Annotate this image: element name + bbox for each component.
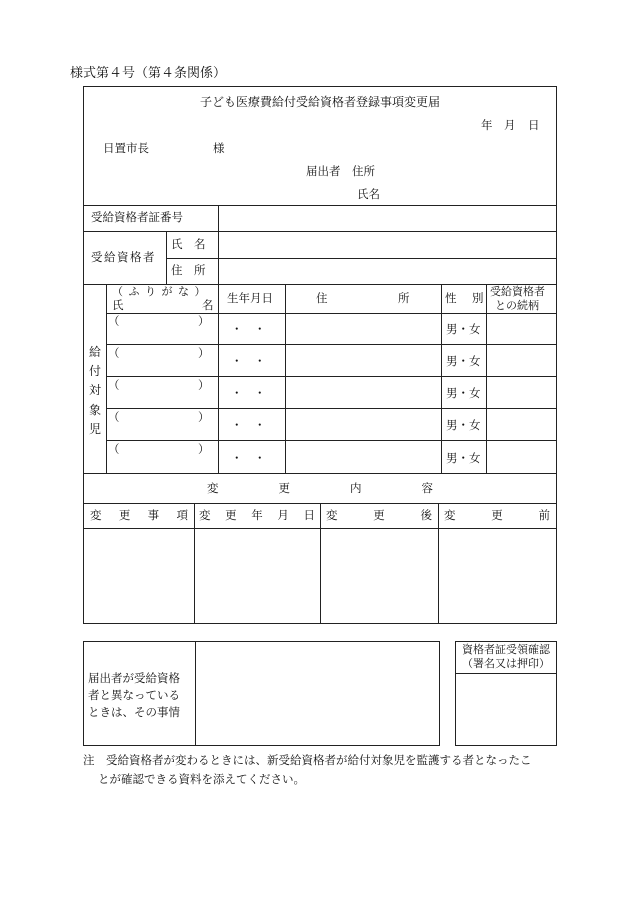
sex-header-1: 性 (445, 291, 457, 305)
shi-header: 氏 (112, 298, 124, 312)
change-date-header: 変 更 年 月 日 (199, 508, 315, 522)
side-char: 象 (88, 402, 101, 417)
change-date-field[interactable] (195, 529, 319, 623)
paren-open: （ (108, 314, 120, 328)
recipient-label: 受給資格者 (91, 250, 156, 264)
birth-header: 生年月日 (227, 291, 273, 305)
reason-line: 者と異なっている (88, 688, 180, 702)
furigana-header: （ ふ り が な ） (112, 285, 207, 298)
side-char: 給 (88, 345, 101, 359)
receipt-subtitle: （署名又は押印） (462, 657, 550, 670)
mei-header: 名 (202, 298, 214, 312)
change-before-header: 変 更 前 (444, 508, 550, 522)
paren-close: ） (198, 410, 210, 424)
change-item-header: 変 更 事 項 (90, 508, 188, 522)
address-header-2: 所 (398, 291, 410, 305)
date-month: 月 (504, 118, 516, 132)
receipt-signature-field[interactable] (456, 674, 556, 745)
sex-choice[interactable]: 男・女 (446, 386, 481, 400)
applicant-address-label: 住所 (352, 164, 375, 178)
applicant-name-label: 氏名 (357, 187, 380, 201)
sex-choice[interactable]: 男・女 (446, 418, 481, 432)
changes-title: 変 更 内 容 (207, 481, 433, 495)
receipt-title: 資格者証受領確認 (462, 643, 550, 656)
relation-header-1: 受給資格者 (490, 285, 545, 298)
form-number: 様式第４号（第４条関係） (70, 66, 227, 81)
paren-close: ） (198, 314, 210, 328)
sex-header-2: 別 (472, 291, 484, 305)
recipient-name-field[interactable] (219, 232, 556, 257)
birth-dots: ・ ・ (231, 322, 266, 336)
recipient-address-field[interactable] (219, 259, 556, 283)
birth-dots: ・ ・ (231, 418, 266, 432)
children-side-label (88, 343, 102, 439)
relation-header-2: との続柄 (495, 299, 539, 312)
cert-number-field[interactable] (219, 206, 556, 230)
reason-line: 届出者が受給資格 (88, 671, 180, 685)
change-after-header: 変 更 後 (326, 508, 432, 522)
paren-open: （ (108, 378, 120, 392)
paren-close: ） (198, 442, 210, 456)
form-title: 子ども医療費給付受給資格者登録事項変更届 (199, 95, 440, 109)
paren-open: （ (108, 346, 120, 360)
side-char: 付 (88, 364, 101, 379)
applicant-label: 届出者 (306, 164, 341, 178)
reason-field[interactable] (197, 642, 439, 745)
sex-choice[interactable]: 男・女 (446, 354, 481, 368)
paren-open: （ (108, 410, 120, 424)
birth-dots: ・ ・ (231, 451, 266, 465)
reason-label (88, 670, 180, 721)
birth-dots: ・ ・ (231, 354, 266, 368)
sex-choice[interactable]: 男・女 (446, 451, 481, 465)
address-header-1: 住 (316, 291, 328, 305)
paren-close: ） (198, 346, 210, 360)
cert-number-label: 受給資格者証番号 (91, 210, 183, 224)
side-char: 対 (88, 383, 101, 398)
date-year: 年 (481, 118, 493, 132)
birth-dots: ・ ・ (231, 386, 266, 400)
paren-close: ） (198, 378, 210, 392)
addressee: 日置市長 (103, 141, 149, 155)
note-line-2: とが確認できる資料を添えてください。 (98, 772, 305, 786)
sex-choice[interactable]: 男・女 (446, 322, 481, 336)
date-day: 日 (528, 118, 540, 132)
recipient-name-label: 氏 名 (171, 237, 206, 251)
change-before-field[interactable] (439, 529, 556, 623)
paren-open: （ (108, 442, 120, 456)
note-line-1: 注 受給資格者が変わるときには、新受給資格者が給付対象児を監護する者となったこ (83, 753, 532, 767)
change-item-field[interactable] (84, 529, 193, 623)
reason-line: ときは、その事情 (88, 705, 180, 719)
change-after-field[interactable] (321, 529, 437, 623)
honorific: 様 (213, 141, 225, 155)
side-char: 児 (88, 421, 101, 436)
recipient-address-label: 住 所 (171, 263, 206, 277)
